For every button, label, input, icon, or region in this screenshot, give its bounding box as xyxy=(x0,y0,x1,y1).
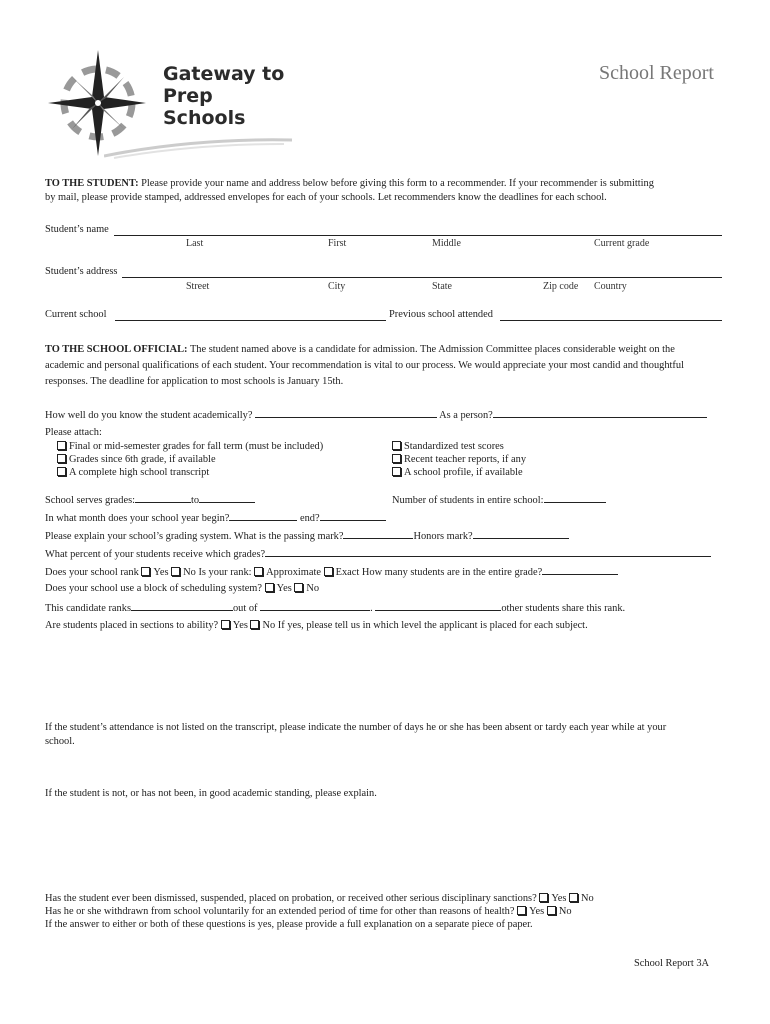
checkbox-icon[interactable] xyxy=(141,567,150,576)
label-state: State xyxy=(432,281,452,292)
honors-mark-field[interactable] xyxy=(473,529,569,539)
withdrawn-row xyxy=(45,905,594,918)
logo-text-2: Prep xyxy=(163,85,213,107)
student-address-label: Student’s address xyxy=(45,266,118,277)
form-code: School Report 3A xyxy=(634,958,710,969)
grade-count-field[interactable] xyxy=(542,565,618,575)
yes-label: Yes xyxy=(232,620,248,631)
label-country: Country xyxy=(594,281,627,292)
checkbox-icon[interactable] xyxy=(171,567,180,576)
num-students-row xyxy=(392,493,606,506)
attach-item[interactable] xyxy=(57,466,323,479)
no-label: No xyxy=(581,893,594,904)
form-title: School Report xyxy=(599,62,714,84)
checkbox-icon[interactable] xyxy=(392,467,401,476)
yes-label: Yes xyxy=(276,583,292,594)
label-city: City xyxy=(328,281,346,292)
ranks-row xyxy=(45,601,625,614)
end-label: end? xyxy=(300,513,320,524)
attach-item-label: Grades since 6th grade, if available xyxy=(69,454,216,465)
official-instructions-lead: TO THE SCHOOL OFFICIAL: xyxy=(45,344,188,355)
how-many-label: How many students are in the entire grade? xyxy=(361,567,543,578)
student-name-label: Student’s name xyxy=(45,224,109,235)
swoosh-decoration xyxy=(104,130,294,160)
disciplinary-block xyxy=(45,892,594,931)
student-instructions-text2: by mail, please provide stamped, addressed envelopes for each of your schools. Let recommenders know the deadlines for each school. xyxy=(45,192,607,203)
know-row xyxy=(45,408,707,421)
sections-label: Are students placed in sections to ability? xyxy=(45,620,219,631)
official-instructions-text2: academic and personal qualifications of each student. Your recommendation is vital to our process. We would appreciate your most candid and thoughtful xyxy=(45,360,684,371)
attach-item[interactable] xyxy=(392,466,526,479)
know-academic-label: How well do you know the student academically? xyxy=(45,410,253,421)
attach-item-label: Standardized test scores xyxy=(404,441,504,452)
attach-item-label: A school profile, if available xyxy=(404,467,523,478)
grades-to-field[interactable] xyxy=(199,493,255,503)
honors-label: Honors mark? xyxy=(413,531,473,542)
block-row xyxy=(45,583,319,594)
checkbox-icon[interactable] xyxy=(57,454,66,463)
checkbox-icon[interactable] xyxy=(392,441,401,450)
logo-text-3: Schools xyxy=(163,107,246,129)
checkbox-icon[interactable] xyxy=(547,906,556,915)
month-begin-field[interactable] xyxy=(229,511,297,521)
attach-item-label: Final or mid-semester grades for fall term (must be included) xyxy=(69,441,324,452)
month-begin-label: In what month does your school year begin? xyxy=(45,513,230,524)
out-of-field[interactable] xyxy=(260,601,370,611)
student-name-field[interactable] xyxy=(114,225,722,236)
grades-from-field[interactable] xyxy=(135,493,191,503)
checkbox-icon[interactable] xyxy=(392,454,401,463)
label-first: First xyxy=(328,238,347,249)
dismissed-row xyxy=(45,892,594,905)
official-instructions-text1: The student named above is a candidate for admission. The Admission Committee places considerable weight on the xyxy=(187,344,675,355)
official-instructions-text3: responses. The deadline for application to most schools is January 15th. xyxy=(45,376,344,387)
explain-text: If the answer to either or both of these questions is yes, please provide a full explanation on a separate piece of paper. xyxy=(45,919,533,930)
logo xyxy=(46,48,286,158)
previous-school-field[interactable] xyxy=(500,310,722,321)
no-label: No xyxy=(262,620,276,631)
please-attach-label: Please attach: xyxy=(45,427,102,438)
attendance-text1: If the student’s attendance is not listed on the transcript, please indicate the number of days he or she has been absent or tardy each year while at your xyxy=(45,722,667,733)
grading-label: Please explain your school’s grading system. What is the passing mark? xyxy=(45,531,344,542)
rank-is-label: Is your rank: xyxy=(198,567,252,578)
rank-question-label: Does your school rank xyxy=(45,567,139,578)
no-label: No xyxy=(558,906,572,917)
yes-label: Yes xyxy=(551,893,567,904)
grading-row xyxy=(45,529,569,542)
student-instructions-text1: Please provide your name and address below before giving this form to a recommender. If your recommender is submitting xyxy=(138,178,654,189)
checkbox-icon[interactable] xyxy=(265,583,274,592)
official-instructions xyxy=(45,342,684,390)
approximate-label: Approximate xyxy=(266,567,321,578)
standing-question: If the student is not, or has not been, in good academic standing, please explain. xyxy=(45,788,377,799)
checkbox-icon[interactable] xyxy=(57,441,66,450)
percent-row xyxy=(45,547,711,560)
attach-item[interactable] xyxy=(392,453,526,466)
no-label: No xyxy=(306,583,320,594)
current-school-label: Current school xyxy=(45,309,107,320)
ranks-label: This candidate ranks xyxy=(45,603,131,614)
current-school-field[interactable] xyxy=(115,310,386,321)
logo-text-1: Gateway to xyxy=(163,63,285,85)
attach-item[interactable] xyxy=(57,440,323,453)
checkbox-icon[interactable] xyxy=(539,893,548,902)
year-row xyxy=(45,511,386,524)
label-last: Last xyxy=(186,238,204,249)
dismissed-label: Has the student ever been dismissed, suspended, placed on probation, or received other serious disciplinary sanctions? xyxy=(45,893,537,904)
attach-item[interactable] xyxy=(57,453,323,466)
label-middle: Middle xyxy=(432,238,461,249)
serves-grades-label: School serves grades: xyxy=(45,495,136,506)
percent-field[interactable] xyxy=(265,547,711,557)
percent-label: What percent of your students receive which grades? xyxy=(45,549,266,560)
student-instructions-lead: TO THE STUDENT: xyxy=(45,178,139,189)
attendance-question xyxy=(45,721,666,749)
checkbox-icon[interactable] xyxy=(254,567,263,576)
num-students-field[interactable] xyxy=(544,493,606,503)
label-zip: Zip code xyxy=(543,281,579,292)
checkbox-icon[interactable] xyxy=(294,583,303,592)
as-person-label: As a person? xyxy=(439,410,493,421)
no-label: No xyxy=(183,567,196,578)
out-of-label: out of xyxy=(232,603,258,614)
rank-row xyxy=(45,565,618,578)
share-count-field[interactable] xyxy=(375,601,501,611)
exact-label: Exact xyxy=(335,567,360,578)
dot-label: . xyxy=(370,603,373,614)
checkbox-icon[interactable] xyxy=(569,893,578,902)
block-label: Does your school use a block of scheduling system? xyxy=(45,583,263,594)
attach-item[interactable] xyxy=(392,440,526,453)
passing-mark-field[interactable] xyxy=(343,529,413,539)
as-person-field[interactable] xyxy=(493,408,707,418)
label-current-grade: Current grade xyxy=(594,238,650,249)
checkbox-icon[interactable] xyxy=(221,620,230,629)
checkbox-icon[interactable] xyxy=(517,906,526,915)
to-label: to xyxy=(191,495,200,506)
share-label: other students share this rank. xyxy=(501,603,626,614)
attach-left-list xyxy=(57,440,323,479)
month-end-field[interactable] xyxy=(320,511,386,521)
yes-label: Yes xyxy=(529,906,545,917)
attendance-text2: school. xyxy=(45,736,75,747)
attach-right-list xyxy=(392,440,526,479)
attach-item-label: Recent teacher reports, if any xyxy=(404,454,527,465)
checkbox-icon[interactable] xyxy=(250,620,259,629)
yes-label: Yes xyxy=(153,567,169,578)
student-instructions xyxy=(45,178,654,203)
label-street: Street xyxy=(186,281,210,292)
grades-row xyxy=(45,493,255,506)
attach-item-label: A complete high school transcript xyxy=(69,467,210,478)
sections-row xyxy=(45,620,588,631)
previous-school-label: Previous school attended xyxy=(389,309,493,320)
know-academic-field[interactable] xyxy=(255,408,437,418)
withdrawn-label: Has he or she withdrawn from school voluntarily for an extended period of time for other than reasons of health? xyxy=(45,906,515,917)
num-students-label: Number of students in entire school: xyxy=(392,495,544,506)
checkbox-icon[interactable] xyxy=(57,467,66,476)
sections-tail-label: If yes, please tell us in which level the applicant is placed for each subject. xyxy=(277,620,588,631)
rank-field[interactable] xyxy=(131,601,233,611)
checkbox-icon[interactable] xyxy=(324,567,333,576)
student-address-field[interactable] xyxy=(122,267,722,278)
